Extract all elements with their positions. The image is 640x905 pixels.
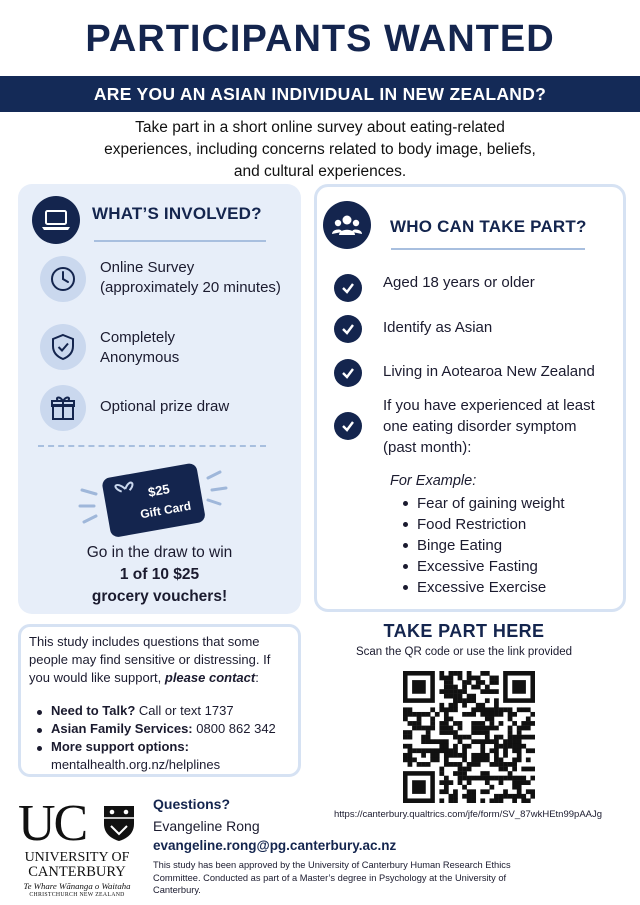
list-item: Excessive Fasting [401, 556, 565, 577]
criterion-line: one eating disorder symptom [383, 418, 577, 435]
dashed-divider [38, 445, 266, 447]
support-value: Call or text 1737 [138, 703, 234, 718]
prize-draw-item: Optional prize draw [100, 398, 230, 415]
crest-icon [102, 804, 136, 842]
checkmark-icon [334, 359, 362, 387]
support-line: people may find sensitive or distressing. If [29, 652, 271, 667]
support-line: This study includes questions that some [29, 634, 260, 649]
list-item: Fear of gaining weight [401, 493, 565, 514]
intro-text [60, 117, 580, 183]
checkmark-icon [334, 412, 362, 440]
criterion-asian: Identify as Asian [383, 319, 493, 336]
logo-line1: UNIVERSITY OF [24, 850, 130, 865]
example-list [401, 493, 565, 598]
qr-code[interactable] [403, 671, 535, 803]
item-line: Online Survey [100, 259, 195, 276]
gift-card-label: Gift Card [139, 498, 193, 522]
laptop-icon [32, 196, 80, 244]
draw-line: Go in the draw to win [86, 544, 233, 561]
example-label: For Example: [390, 473, 477, 489]
draw-line-emphasis: grocery vouchers! [91, 588, 228, 605]
item-line: Completely [100, 329, 176, 346]
take-part-heading: TAKE PART HERE [383, 621, 545, 641]
criterion-line: (past month): [383, 439, 472, 456]
item-line: Anonymous [100, 349, 180, 366]
support-value: 0800 862 342 [196, 721, 276, 736]
gift-card-amount: $25 [146, 481, 171, 500]
contact-name: Evangeline Rong [153, 818, 260, 834]
list-item [35, 738, 295, 774]
intro-line: Take part in a short online survey about eating-related [135, 119, 505, 136]
support-colon: : [255, 670, 259, 685]
checkmark-icon [334, 315, 362, 343]
logo-maori: Te Whare Wānanga o Waitaha [23, 881, 131, 891]
group-icon [323, 201, 371, 249]
criterion-symptom [383, 395, 595, 458]
criterion-residence: Living in Aotearoa New Zealand [383, 363, 595, 380]
whats-involved-heading: WHAT’S INVOLVED? [92, 204, 262, 223]
criterion-age: Aged 18 years or older [383, 274, 535, 291]
list-item: Excessive Exercise [401, 577, 565, 598]
list-item: Binge Eating [401, 535, 565, 556]
survey-item [100, 258, 281, 298]
support-line [29, 669, 299, 687]
take-part-subtitle: Scan the QR code or use the link provided [355, 646, 573, 658]
support-link[interactable]: mentalhealth.org.nz/helplines [51, 757, 221, 772]
who-can-take-part-heading: WHO CAN TAKE PART? [390, 217, 587, 236]
ethics-line: This study has been approved by the University of Canterbury Human Research Ethics [153, 860, 511, 870]
support-emphasis: please contact [164, 670, 256, 685]
logo-line2: CANTERBURY [28, 864, 126, 880]
questions-heading: Questions? [153, 796, 231, 812]
ethics-line: Committee. Conducted as part of a Master’s degree in Psychology at the University of [153, 872, 507, 883]
ethics-note [153, 859, 623, 897]
ethics-line: Canterbury. [153, 885, 201, 895]
support-panel [18, 624, 301, 777]
page-title: PARTICIPANTS WANTED [85, 18, 555, 60]
banner-question: ARE YOU AN ASIAN INDIVIDUAL IN NEW ZEALAND? [0, 76, 640, 112]
shield-check-icon [40, 324, 86, 370]
who-can-take-part-panel [314, 184, 626, 612]
list-item [35, 702, 295, 720]
contact-email[interactable]: evangeline.rong@pg.canterbury.ac.nz [153, 838, 397, 853]
logo-city: CHRISTCHURCH NEW ZEALAND [29, 892, 125, 898]
support-text: you would like support, [29, 670, 162, 685]
support-list [35, 702, 295, 774]
item-line: (approximately 20 minutes) [100, 279, 281, 296]
heading-divider [94, 240, 266, 242]
support-intro [29, 633, 299, 687]
draw-line-emphasis: 1 of 10 $25 [119, 566, 200, 583]
intro-line: experiences, including concerns related to body image, beliefs, [104, 141, 536, 158]
checkmark-icon [334, 274, 362, 302]
heading-divider [391, 248, 585, 250]
list-item: Food Restriction [401, 514, 565, 535]
clock-icon [40, 256, 86, 302]
draw-text [18, 542, 301, 608]
support-label: More support options: [51, 739, 189, 754]
survey-url[interactable]: https://canterbury.qualtrics.com/jfe/form/SV_87wkHEtn99pAAJg [333, 809, 603, 820]
support-label: Asian Family Services: [51, 721, 193, 736]
logo-letters: UC [18, 795, 87, 852]
whats-involved-panel [18, 184, 301, 614]
intro-line: and cultural experiences. [233, 163, 407, 180]
anonymous-item [100, 328, 179, 368]
uc-logo [14, 795, 144, 898]
gift-card-illustration [70, 452, 240, 548]
support-label: Need to Talk? [51, 703, 136, 718]
list-item [35, 720, 295, 738]
criterion-line: If you have experienced at least [383, 397, 595, 414]
gift-icon [40, 385, 86, 431]
